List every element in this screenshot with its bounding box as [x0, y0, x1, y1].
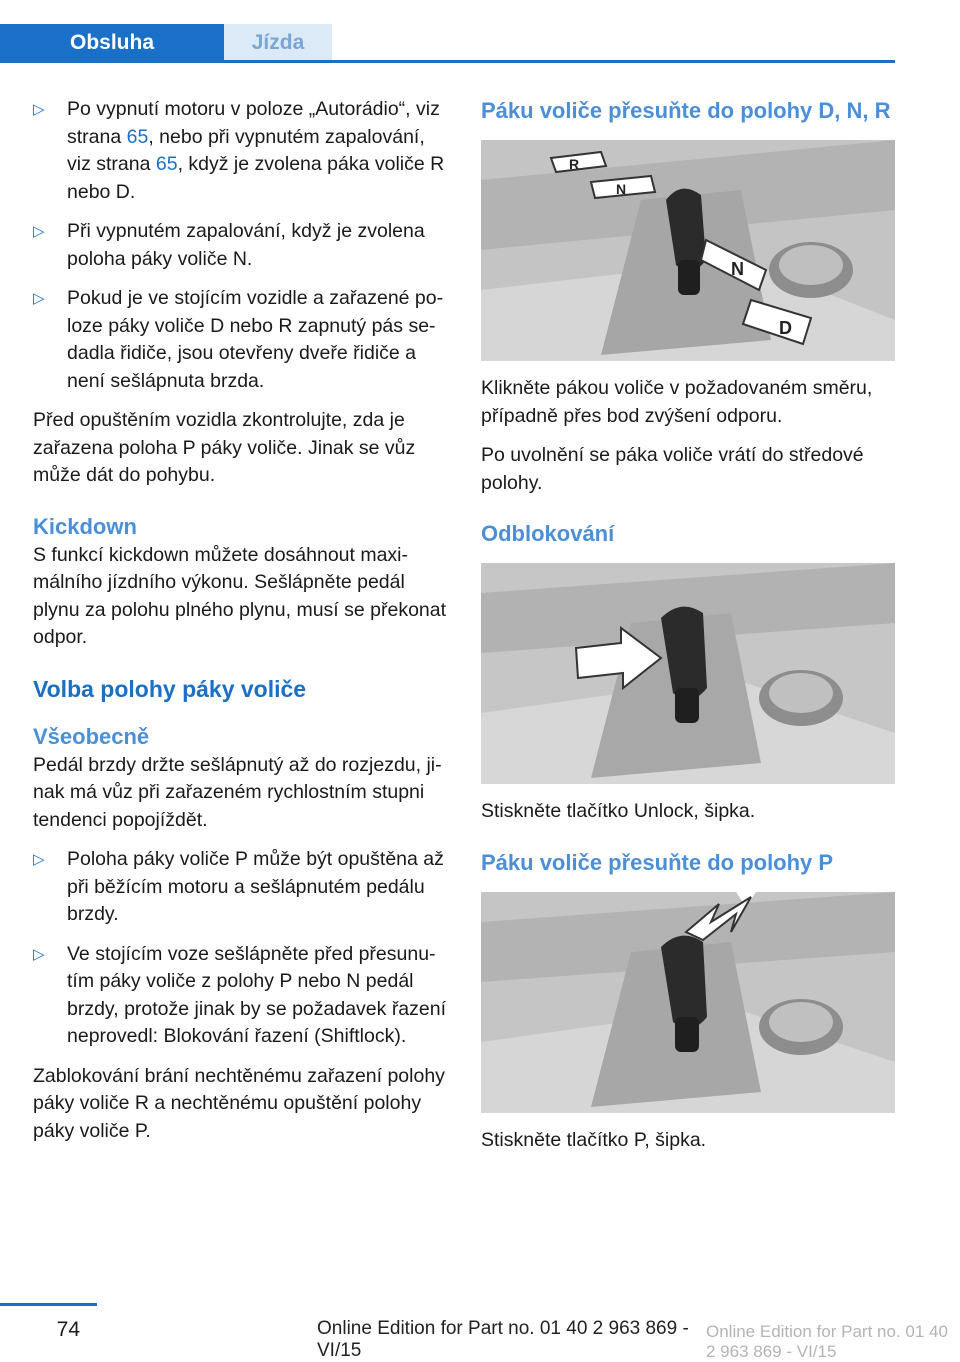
tab-obsluha[interactable]: Obsluha — [0, 24, 224, 62]
header-tabbar — [0, 0, 895, 62]
paragraph: Po uvolnění se páka voliče vrátí do středové polohy. — [481, 444, 864, 494]
gear-selector-p-image — [481, 892, 895, 1113]
paragraph: Stiskněte tlačítko Unlock, šipka. — [481, 800, 756, 822]
section-title-poloha-p: Páku voliče přesuňte do polohy P — [481, 849, 834, 875]
list-item: ▷ Pokud je ve stojícím vozidle a zařazené poloze páky voliče D nebo R zapnutý pás sedadla řidiče, jsou otevřeny dveře řidiče a není sešlápnuta brzda. — [33, 287, 444, 392]
triangle-bullet-icon: ▷ — [33, 290, 45, 307]
unlock-illustration — [481, 563, 895, 784]
footer-edition: Online Edition for Part no. 01 40 2 963 869 - VI/15 — [317, 1318, 689, 1361]
section-title-volba: Volba polohy páky voliče — [33, 675, 307, 702]
p-button-illustration — [481, 892, 895, 1113]
page-link[interactable]: 65 — [155, 153, 178, 175]
list-item: ▷ Poloha páky voliče P může být opuštěna až při běžícím motoru a sešlápnutém pedálu brzdy. — [33, 848, 444, 925]
gear-selector-unlock-image — [481, 563, 895, 784]
page-number: 74 — [56, 1318, 80, 1341]
left-column — [33, 96, 448, 1157]
paragraph: Klikněte pákou voliče v požadovaném směru, případně přes bod zvýšení odporu. — [481, 377, 873, 427]
triangle-bullet-icon: ▷ — [33, 101, 45, 118]
page-link[interactable]: 65 — [126, 125, 149, 148]
footer-rule — [0, 1303, 97, 1306]
bullet-list-1 — [33, 96, 448, 395]
list-item: ▷ Po vypnutí motoru v poloze „Autorádio“, viz strana 65, nebo při vypnutém zapalování, viz strana 65, když je zvolena páka voliče R nebo D. — [33, 98, 445, 203]
arrow-label: D — [779, 318, 792, 338]
section-title-kickdown: Kickdown — [33, 513, 137, 539]
paragraph: S funkcí kickdown můžete dosáhnout maximálního jízdního výkonu. Sešlápněte pedál plynu za polohu plného plynu, musí se překonat odpor. — [33, 543, 447, 648]
arrow-label: R — [569, 156, 580, 172]
section-title-dnr: Páku voliče přesuňte do polohy D, N, R — [481, 98, 891, 123]
triangle-bullet-icon: ▷ — [33, 851, 45, 868]
paragraph: Stiskněte tlačítko P, šipka. — [481, 1128, 707, 1151]
list-item: ▷ Při vypnutém zapalování, když je zvolena poloha páky voliče N. — [33, 220, 425, 270]
section-title-odblokovani: Odblokování — [481, 521, 615, 546]
tab-jizda[interactable]: Jízda — [224, 24, 332, 62]
right-column — [481, 96, 895, 1166]
list-item: ▷ Ve stojícím voze sešlápněte před přesunutím páky voliče z polohy P nebo N pedál brzdy, protože jinak by se požadavek řazení neprovedl: Blokování řazení (Shiftlock). — [33, 942, 447, 1047]
gear-selector-dnr-image — [481, 140, 895, 361]
paragraph: Zablokování brání nechtěnému zařazení polohy páky voliče R a nechtěnému opuštění polohy páky voliče P. — [33, 1064, 445, 1142]
header-rule — [0, 60, 895, 63]
section-title-vseobecne: Všeobecně — [33, 723, 150, 749]
triangle-bullet-icon: ▷ — [33, 223, 45, 240]
gear-lever-illustration — [481, 140, 895, 361]
triangle-bullet-icon: ▷ — [33, 945, 45, 963]
watermark: Online Edition for Part no. 01 40 2 963 869 - VI/15 — [706, 1322, 948, 1361]
bullet-list-2 — [33, 846, 448, 1051]
paragraph: Pedál brzdy držte sešlápnutý až do rozjezdu, jinak má vůz při zařazeném rychlostním stupni tendenci popojíždět. — [33, 753, 442, 831]
arrow-label: N — [731, 259, 744, 279]
arrow-label: N — [616, 181, 627, 197]
paragraph: Před opuštěním vozidla zkontrolujte, zda je zařazena poloha P páky voliče. Jinak se vůz může dát do pohybu. — [33, 409, 416, 486]
